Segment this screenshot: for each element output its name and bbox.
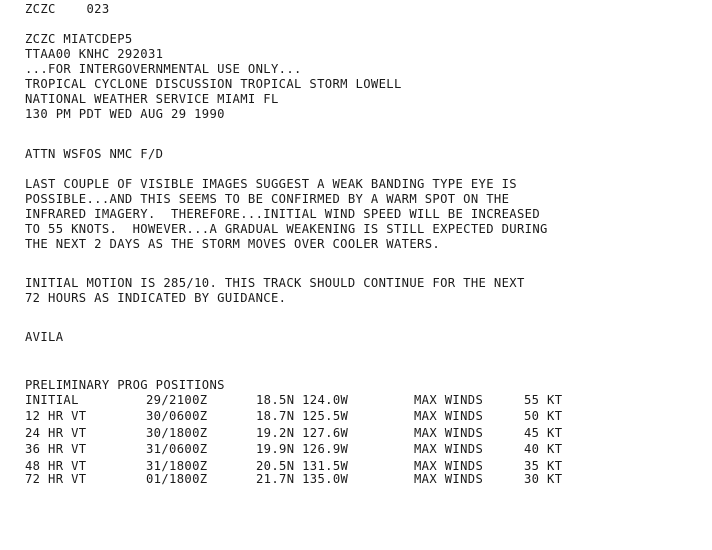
valid-time: 30/0600Z bbox=[146, 409, 208, 423]
discussion-line: POSSIBLE...AND THIS SEEMS TO BE CONFIRMED BY A WARM SPOT ON THE bbox=[25, 192, 510, 206]
discussion-line: INFRARED IMAGERY. THEREFORE...INITIAL WIND SPEED WILL BE INCREASED bbox=[25, 207, 541, 221]
storm-position: 21.7N 135.0W bbox=[256, 472, 349, 486]
winds-label: MAX WINDS bbox=[414, 426, 484, 440]
discussion-line: THE NEXT 2 DAYS AS THE STORM MOVES OVER COOLER WATERS. bbox=[25, 237, 441, 251]
discussion-line: LAST COUPLE OF VISIBLE IMAGES SUGGEST A WEAK BANDING TYPE EYE IS bbox=[25, 177, 517, 191]
valid-time: 31/1800Z bbox=[146, 459, 208, 473]
winds-label: MAX WINDS bbox=[414, 459, 484, 473]
usage-notice: ...FOR INTERGOVERNMENTAL USE ONLY... bbox=[25, 62, 302, 76]
max-winds: 45 KT bbox=[524, 426, 563, 440]
max-winds: 35 KT bbox=[524, 459, 563, 473]
winds-label: MAX WINDS bbox=[414, 472, 484, 486]
winds-label: MAX WINDS bbox=[414, 409, 484, 423]
valid-time: 01/1800Z bbox=[146, 472, 208, 486]
forecast-period: INITIAL bbox=[25, 393, 79, 407]
transmission-header: ZCZC 023 bbox=[25, 2, 110, 16]
max-winds: 50 KT bbox=[524, 409, 563, 423]
positions-title: PRELIMINARY PROG POSITIONS bbox=[25, 378, 225, 392]
storm-position: 18.7N 125.5W bbox=[256, 409, 349, 423]
valid-time: 30/1800Z bbox=[146, 426, 208, 440]
winds-label: MAX WINDS bbox=[414, 393, 484, 407]
motion-line: INITIAL MOTION IS 285/10. THIS TRACK SHOULD CONTINUE FOR THE NEXT bbox=[25, 276, 525, 290]
max-winds: 30 KT bbox=[524, 472, 563, 486]
valid-time: 29/2100Z bbox=[146, 393, 208, 407]
storm-position: 20.5N 131.5W bbox=[256, 459, 349, 473]
product-id: ZCZC MIATCDEP5 bbox=[25, 32, 133, 46]
document-title: TROPICAL CYCLONE DISCUSSION TROPICAL STORM LOWELL bbox=[25, 77, 402, 91]
max-winds: 55 KT bbox=[524, 393, 563, 407]
forecast-period: 48 HR VT bbox=[25, 459, 87, 473]
attention-line: ATTN WSFOS NMC F/D bbox=[25, 147, 164, 161]
max-winds: 40 KT bbox=[524, 442, 563, 456]
storm-position: 19.2N 127.6W bbox=[256, 426, 349, 440]
forecast-period: 72 HR VT bbox=[25, 472, 87, 486]
forecaster-name: AVILA bbox=[25, 330, 64, 344]
valid-time: 31/0600Z bbox=[146, 442, 208, 456]
wmo-header: TTAA00 KNHC 292031 bbox=[25, 47, 164, 61]
storm-position: 19.9N 126.9W bbox=[256, 442, 349, 456]
forecast-period: 36 HR VT bbox=[25, 442, 87, 456]
issue-time: 130 PM PDT WED AUG 29 1990 bbox=[25, 107, 225, 121]
issuing-office: NATIONAL WEATHER SERVICE MIAMI FL bbox=[25, 92, 279, 106]
storm-position: 18.5N 124.0W bbox=[256, 393, 349, 407]
motion-line: 72 HOURS AS INDICATED BY GUIDANCE. bbox=[25, 291, 287, 305]
discussion-line: TO 55 KNOTS. HOWEVER...A GRADUAL WEAKENING IS STILL EXPECTED DURING bbox=[25, 222, 548, 236]
forecast-period: 24 HR VT bbox=[25, 426, 87, 440]
forecast-period: 12 HR VT bbox=[25, 409, 87, 423]
winds-label: MAX WINDS bbox=[414, 442, 484, 456]
